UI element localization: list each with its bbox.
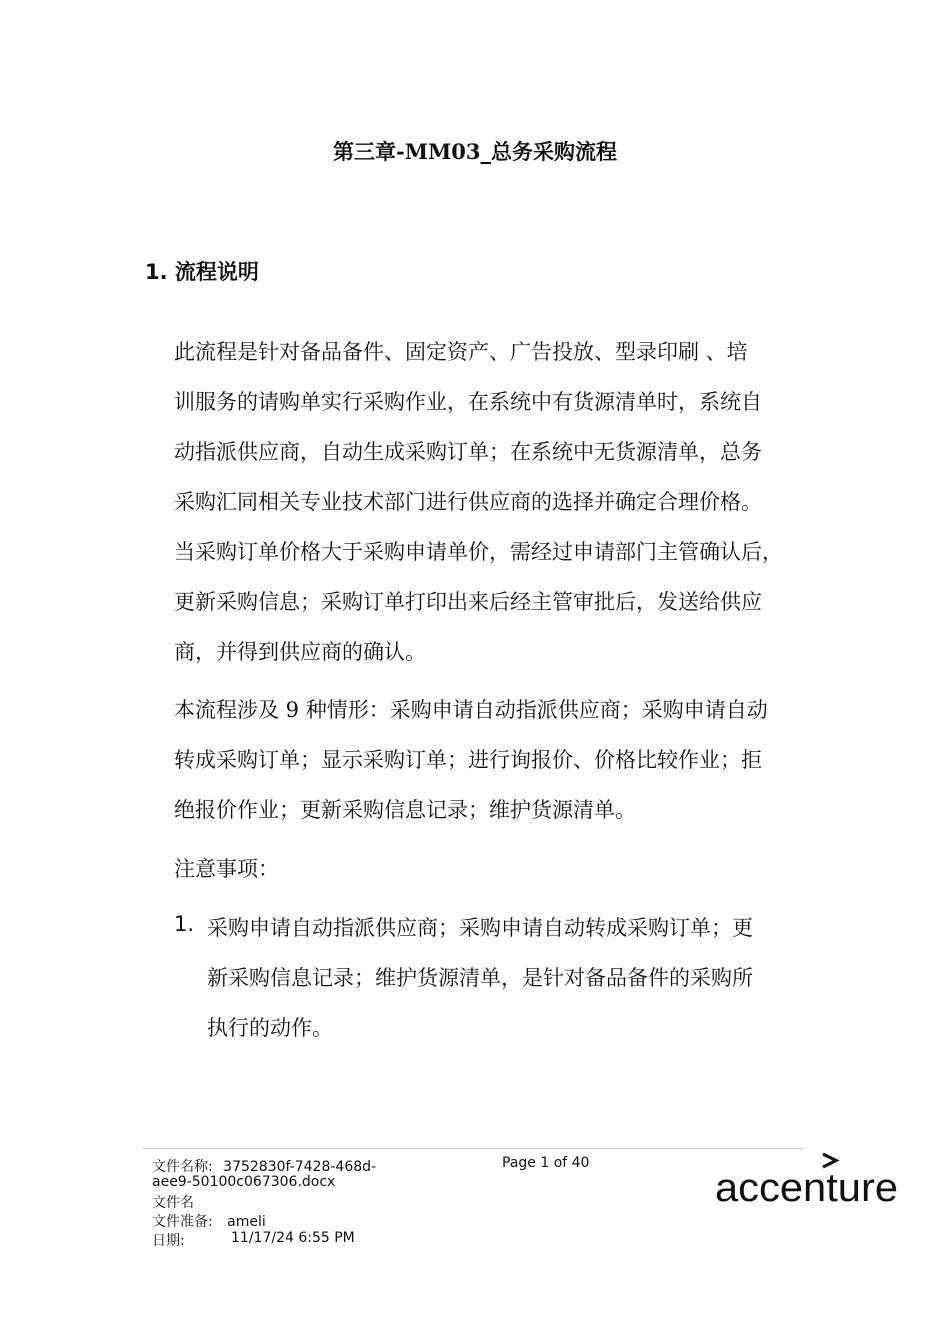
paragraph-line: 转成采购订单；显示采购订单；进行询报价、价格比较作业；拒 xyxy=(174,748,762,772)
footer-divider xyxy=(143,1148,803,1149)
list-item-line: 采购申请自动指派供应商；采购申请自动转成采购订单；更 xyxy=(207,916,753,940)
prepared-value: ameli xyxy=(227,1214,266,1230)
list-item-marker: 1. xyxy=(174,912,195,936)
date-label: 日期: xyxy=(152,1233,185,1249)
prepared-row xyxy=(152,1211,266,1231)
document-title: 第三章-MM03_总务采购流程 xyxy=(333,139,617,164)
logo-wordmark: accenture xyxy=(715,1166,898,1210)
paragraph-line: 更新采购信息；采购订单打印出来后经主管审批后，发送给供应 xyxy=(174,590,762,614)
paragraph-line: 本流程涉及 9 种情形：采购申请自动指派供应商；采购申请自动 xyxy=(174,698,768,722)
section-heading: 1. 流程说明 xyxy=(145,260,259,284)
paragraph-line: 采购汇同相关专业技术部门进行供应商的选择并确定合理价格。 xyxy=(174,490,762,514)
paragraph-line: 动指派供应商，自动生成采购订单；在系统中无货源清单，总务 xyxy=(174,440,762,464)
paragraph-line: 绝报价作业；更新采购信息记录；维护货源清单。 xyxy=(174,798,636,822)
prepared-label: 文件准备: xyxy=(152,1214,213,1230)
list-item-line: 新采购信息记录；维护货源清单，是针对备品备件的采购所 xyxy=(207,966,753,990)
date-value: 11/17/24 6:55 PM xyxy=(231,1230,355,1246)
accenture-logo xyxy=(712,1150,902,1212)
file-label: 文件名 xyxy=(152,1195,194,1211)
paragraph-line: 当采购订单价格大于采购申请单价，需经过申请部门主管确认后， xyxy=(174,540,783,564)
paragraph-line: 训服务的请购单实行采购作业，在系统中有货源清单时，系统自 xyxy=(174,390,762,414)
paragraph-line: 商，并得到供应商的确认。 xyxy=(174,640,426,664)
file-name-value: 3752830f-7428-468d- xyxy=(223,1159,377,1175)
date-row xyxy=(152,1230,355,1250)
file-name-label: 文件名称: xyxy=(152,1159,213,1175)
notes-label: 注意事项： xyxy=(174,857,279,881)
paragraph-line: 此流程是针对备品备件、固定资产、广告投放、型录印刷 、培 xyxy=(174,340,748,364)
file-name-row xyxy=(152,1156,376,1176)
page-number: Page 1 of 40 xyxy=(502,1155,590,1171)
list-item-line: 执行的动作。 xyxy=(207,1016,333,1040)
file-name-value-continued: aee9-50100c067306.docx xyxy=(152,1174,336,1190)
